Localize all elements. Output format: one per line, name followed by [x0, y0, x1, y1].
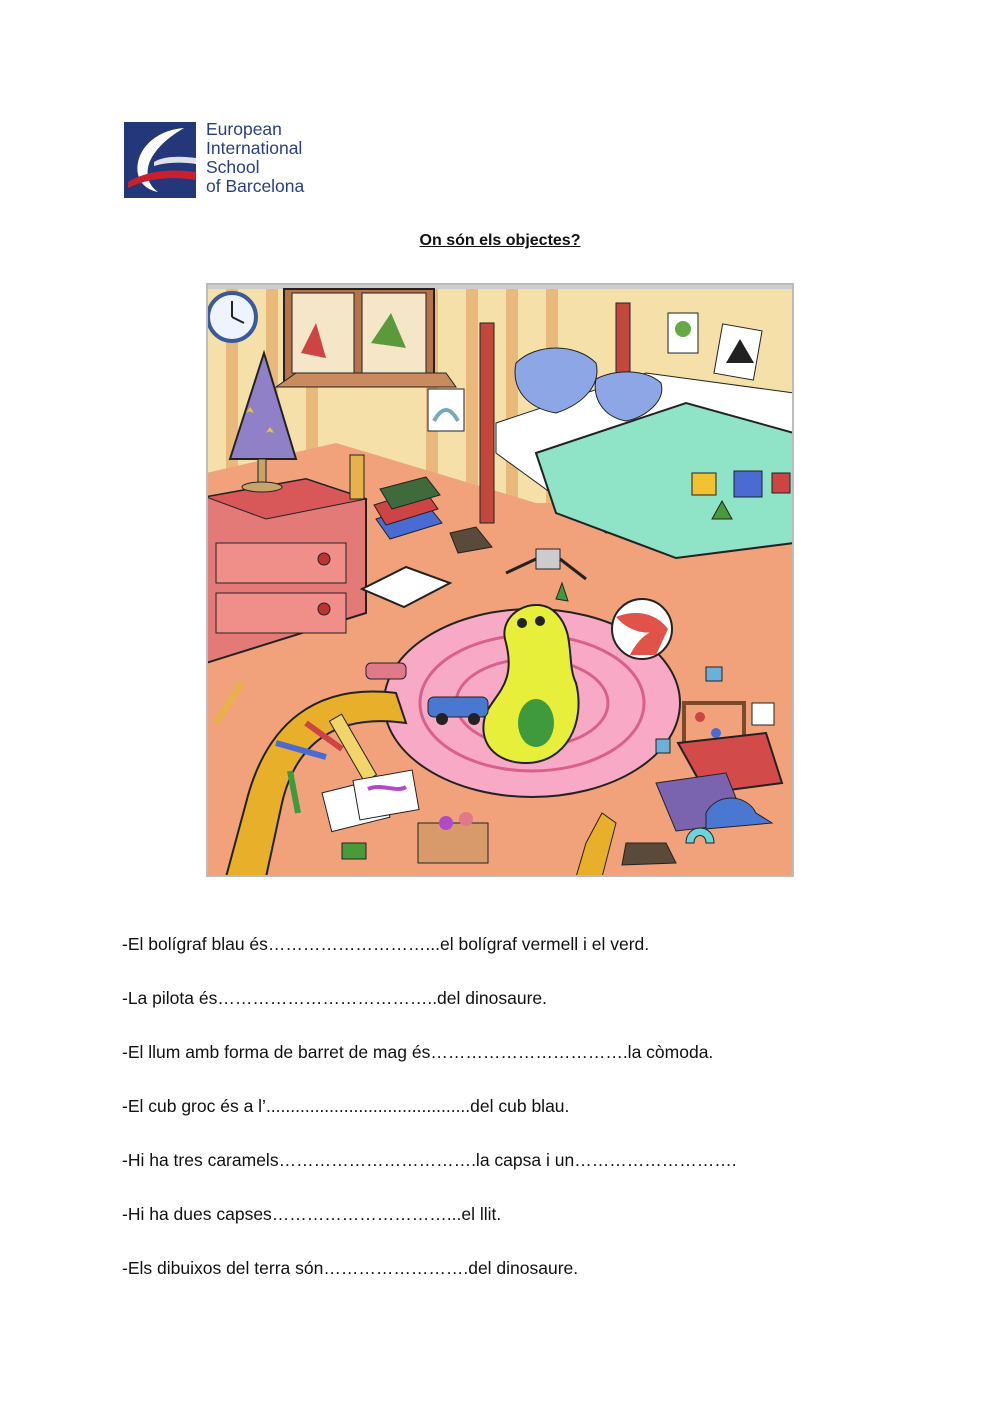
school-logo-icon — [124, 122, 196, 198]
page-title: On són els objectes? — [419, 232, 581, 249]
exercise-sentence: -El cub groc és a l’..........................................del cub blau. — [122, 1096, 570, 1116]
exercise-sentences — [122, 932, 922, 1310]
flashlight-icon — [350, 455, 364, 499]
bedroom-illustration — [206, 283, 794, 877]
exercise-sentence: -Els dibuixos del terra són…………………….del dinosaure. — [122, 1258, 579, 1278]
exercise-sentence: -Hi ha dues capses…………………………...el llit. — [122, 1204, 502, 1224]
beach-ball-icon — [612, 599, 672, 659]
school-name-line: International — [206, 138, 303, 158]
window-icon — [276, 289, 456, 387]
school-name-line: School — [206, 157, 260, 177]
exercise-sentence: -El bolígraf blau és………………………...el bolígraf vermell i el verd. — [122, 934, 650, 954]
school-name-line: European — [206, 119, 282, 139]
exercise-sentence: -La pilota és………………………………..del dinosaure. — [122, 988, 547, 1008]
exercise-sentence: -El llum amb forma de barret de mag és…………………………….la còmoda. — [122, 1042, 714, 1062]
puzzle-piece-icon — [656, 739, 670, 753]
dice-icon — [752, 703, 774, 725]
shoe-icon — [622, 843, 676, 865]
wall-clock-icon — [208, 293, 256, 341]
puzzle-piece-icon — [706, 667, 722, 681]
school-name-line: of Barcelona — [206, 176, 305, 196]
school-name — [206, 120, 304, 196]
exercise-sentence: -Hi ha tres caramels…………………………….la capsa i un………………………. — [122, 1150, 737, 1170]
school-logo — [124, 120, 324, 202]
